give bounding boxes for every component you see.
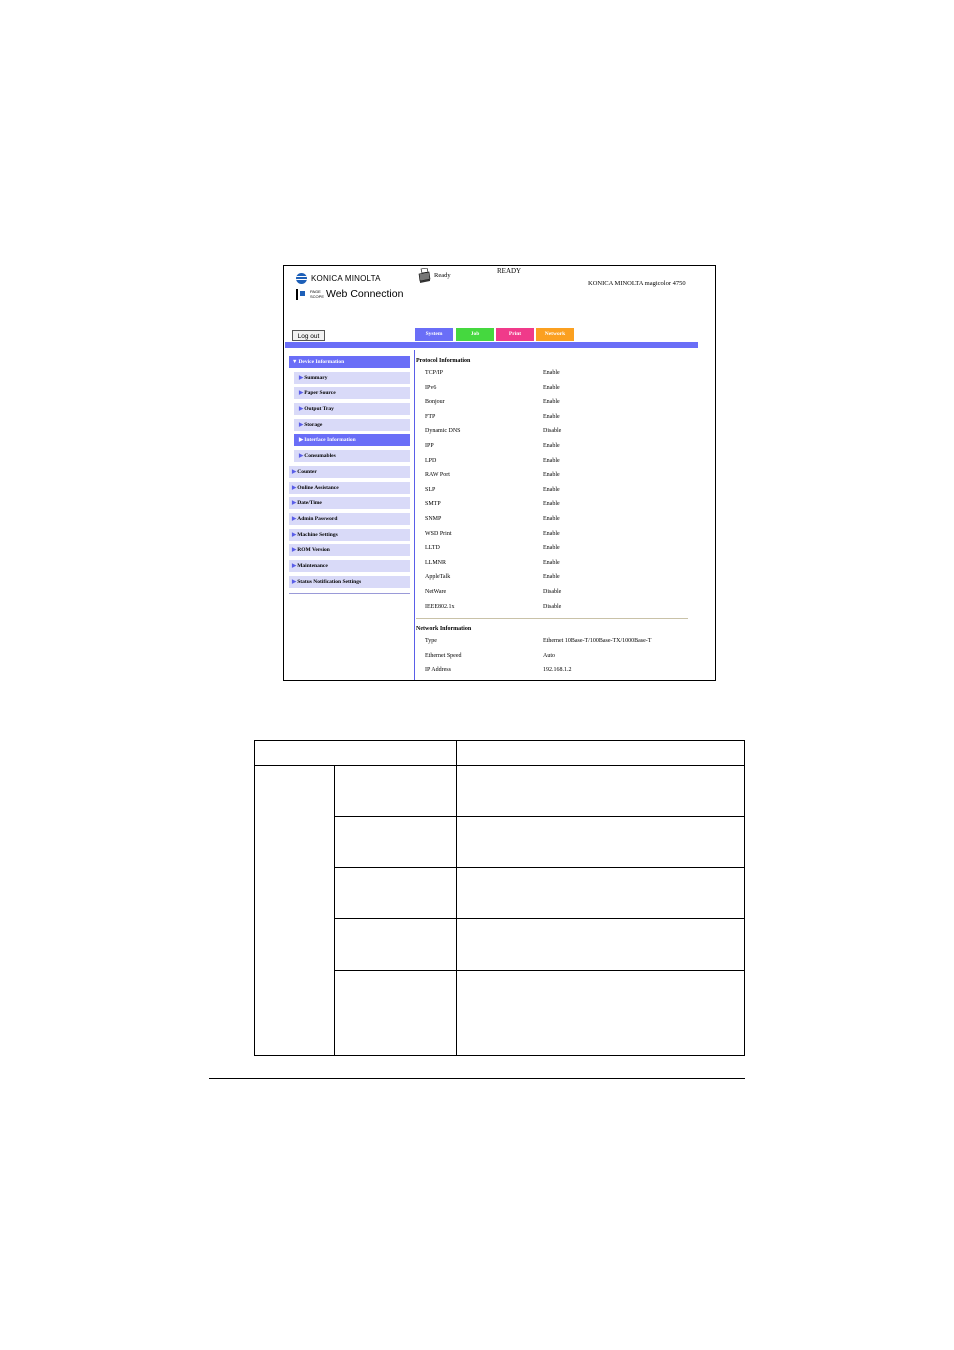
sidebar-item[interactable] [289, 513, 410, 525]
info-row [416, 570, 706, 585]
triangle-right-icon: ▶ [292, 468, 297, 475]
table-row-rule [334, 918, 744, 919]
product-small-label: PAGE SCOPE [310, 289, 325, 299]
model-name: KONICA MINOLTA magicolor 4750 [588, 280, 686, 287]
table-row-rule [334, 867, 744, 868]
info-label: WSD Print [425, 530, 452, 537]
table-header-rule [255, 765, 744, 766]
info-row [416, 366, 706, 381]
info-label: Bonjour [425, 399, 445, 406]
triangle-right-icon: ▶ [299, 437, 304, 444]
sidebar-item[interactable] [294, 403, 410, 415]
page-footer-rule [209, 1078, 745, 1079]
info-value: Enable [543, 413, 560, 420]
info-row [416, 439, 706, 454]
info-value: Auto [543, 652, 555, 659]
info-label: RAW Port [425, 472, 450, 479]
info-row [416, 556, 706, 571]
info-row [416, 585, 706, 600]
triangle-right-icon: ▶ [292, 578, 297, 585]
triangle-right-icon: ▶ [292, 515, 297, 522]
sidebar-item-label: Date/Time [297, 500, 322, 507]
table-row-rule [334, 970, 744, 971]
status-label: Ready [434, 272, 451, 279]
logout-button[interactable]: Log out [292, 330, 325, 341]
info-value: Enable [543, 472, 560, 479]
info-label: LLTD [425, 545, 440, 552]
sidebar-item-label: Machine Settings [297, 531, 338, 538]
sidebar-item[interactable] [289, 356, 410, 368]
info-label: IP Address [425, 667, 451, 674]
triangle-right-icon: ▶ [299, 406, 304, 413]
sidebar-item-label: Status Notification Settings [297, 578, 362, 585]
info-value: Enable [543, 574, 560, 581]
triangle-right-icon: ▶ [292, 547, 297, 554]
info-value: Enable [543, 515, 560, 522]
info-label: FTP [425, 413, 436, 420]
konica-minolta-logo [296, 272, 381, 284]
network-section-title: Network Information [416, 626, 472, 633]
triangle-right-icon: ▶ [299, 374, 304, 381]
info-value: Enable [543, 457, 560, 464]
sidebar-item-label: Summary [304, 374, 328, 381]
tab-network[interactable]: Network [536, 328, 574, 341]
info-row [416, 468, 706, 483]
pagescope-icon [296, 289, 308, 300]
triangle-right-icon: ▶ [292, 500, 297, 507]
triangle-right-icon: ▶ [292, 531, 297, 538]
main-content [416, 356, 706, 678]
sidebar-divider [289, 593, 410, 594]
brand-name: KONICA MINOLTA [311, 273, 381, 283]
triangle-right-icon: ▶ [292, 562, 297, 569]
info-value: Enable [543, 501, 560, 508]
product-name: Web Connection [326, 288, 404, 300]
content-divider [414, 350, 415, 681]
empty-table [254, 740, 745, 1056]
info-label: SNMP [425, 515, 442, 522]
sidebar-item[interactable] [294, 434, 410, 446]
sidebar-item-label: Paper Source [304, 390, 336, 397]
info-label: NetWare [425, 588, 447, 595]
sidebar-item[interactable] [294, 450, 410, 462]
info-value: Disable [543, 603, 562, 610]
sidebar-item-label: Admin Password [297, 515, 338, 522]
info-label: LLMNR [425, 559, 446, 566]
info-label: IPv6 [425, 384, 437, 391]
triangle-right-icon: ▶ [299, 390, 304, 397]
info-value: Enable [543, 384, 560, 391]
sidebar-item[interactable] [289, 482, 410, 494]
info-row [416, 497, 706, 512]
sidebar-item-label: Output Tray [304, 406, 334, 413]
sidebar-item[interactable] [294, 372, 410, 384]
info-value: Enable [543, 370, 560, 376]
sidebar-item-label: Storage [304, 421, 323, 428]
info-label: SLP [425, 486, 436, 493]
info-row [416, 483, 706, 498]
info-row [416, 527, 706, 542]
info-label: Type [425, 638, 437, 645]
info-value: Ethernet 10Base-T/100Base-TX/1000Base-T [543, 638, 652, 645]
info-row [416, 600, 706, 615]
konica-globe-icon [296, 273, 307, 284]
info-value: Enable [543, 545, 560, 552]
printer-icon [417, 268, 431, 284]
triangle-right-icon: ▶ [292, 484, 297, 491]
pagescope-logo [296, 288, 403, 300]
info-row [416, 410, 706, 425]
info-row [416, 512, 706, 527]
info-row [416, 649, 706, 664]
sidebar [289, 356, 410, 591]
table-col-divider-left [334, 765, 335, 1055]
tab-system[interactable]: System [415, 328, 453, 341]
sidebar-item[interactable] [289, 497, 410, 509]
sidebar-item-label: Maintenance [297, 562, 328, 569]
sidebar-item-label: Device Information [298, 359, 345, 365]
info-label: Ethernet Speed [425, 652, 462, 659]
info-value: Disable [543, 428, 562, 435]
protocol-list [416, 366, 706, 614]
sidebar-item-label: Consumables [304, 453, 336, 460]
info-value: Enable [543, 559, 560, 566]
status-text: READY [497, 267, 522, 275]
sidebar-item[interactable] [294, 387, 410, 399]
info-row [416, 454, 706, 469]
sidebar-item[interactable] [289, 544, 410, 556]
sidebar-item-label: Counter [297, 468, 317, 475]
sidebar-item[interactable] [289, 576, 410, 588]
sidebar-item[interactable] [289, 560, 410, 572]
tab-print[interactable]: Print [496, 328, 534, 341]
info-row [416, 541, 706, 556]
info-label: Dynamic DNS [425, 428, 461, 435]
info-label: AppleTalk [425, 574, 451, 581]
info-value: 192.168.1.2 [543, 667, 572, 674]
section-separator [416, 618, 688, 619]
tab-underline-bar [285, 342, 698, 348]
info-label: TCP/IP [425, 370, 444, 376]
network-list [416, 634, 706, 678]
table-row-rule [334, 816, 744, 817]
triangle-down-icon: ▼ [292, 359, 298, 365]
info-label: LPD [425, 457, 437, 464]
triangle-right-icon: ▶ [299, 421, 304, 428]
info-row [416, 663, 706, 678]
info-value: Disable [543, 588, 562, 595]
web-connection-screenshot [283, 265, 716, 681]
protocol-section-title: Protocol Information [416, 358, 471, 364]
info-value: Enable [543, 530, 560, 537]
info-row [416, 395, 706, 410]
table-col-divider-right [456, 741, 457, 1055]
info-value: Enable [543, 442, 560, 449]
sidebar-item[interactable] [294, 419, 410, 431]
info-label: IEEE802.1x [425, 603, 455, 610]
info-row [416, 381, 706, 396]
triangle-right-icon: ▶ [299, 453, 304, 460]
info-value: Enable [543, 399, 560, 406]
sidebar-item-label: ROM Version [297, 547, 330, 554]
info-value: Enable [543, 486, 560, 493]
info-row [416, 634, 706, 649]
sidebar-item-label: Interface Information [304, 437, 356, 444]
info-label: IPP [425, 442, 434, 449]
tab-job[interactable]: Job [456, 328, 494, 341]
sidebar-item-label: Online Assistance [297, 484, 339, 491]
sidebar-item[interactable] [289, 466, 410, 478]
info-row [416, 424, 706, 439]
sidebar-item[interactable] [289, 529, 410, 541]
info-label: SMTP [425, 501, 441, 508]
